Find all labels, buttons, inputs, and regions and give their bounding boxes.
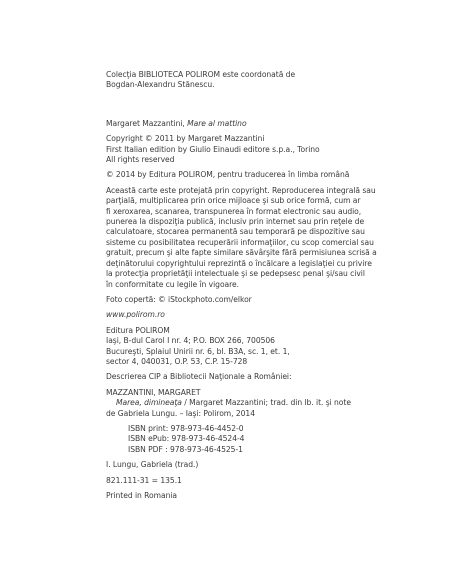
cip-record (106, 388, 352, 419)
cip-title-italic: Marea, dimineaţa (116, 398, 182, 408)
website: www.polirom.ro (106, 310, 165, 320)
series-note-line: Colecţia BIBLIOTECA POLIROM este coordonată de (106, 70, 296, 79)
series-note-line: Bogdan-Alexandru Stănescu. (106, 80, 215, 90)
publisher-address: Iaşi, B-dul Carol I nr. 4; P.O. BOX 266, 700506 (106, 336, 275, 346)
isbn-epub: ISBN ePub: 978-973-46-4524-4 (128, 434, 245, 444)
original-author: Margaret Mazzantini, (106, 118, 188, 128)
isbn-print: ISBN print: 978-973-46-4452-0 (128, 423, 244, 433)
legal-notice-line: fi xeroxarea, scanarea, transpunerea în format electronic sau audio, (106, 206, 362, 216)
legal-notice-line: calculatoare, stocarea permanentă sau temporară pe dispozitive sau (106, 227, 365, 237)
legal-notice-line: sisteme cu posibilitatea recuperării informaţiilor, cu scop comercial sau (106, 237, 374, 247)
cip-title (106, 398, 352, 408)
printed-in: Printed in Romania (106, 491, 178, 500)
legal-notice-line: deţinătorului copyrightului reprezintă o încălcare a legislaţiei cu privire (106, 258, 372, 268)
legal-notice-line: gratuit, precum şi alte fapte similare săvârşite fără permisiunea scrisă a (106, 248, 377, 258)
isbn-pdf: ISBN PDF : 978-973-46-4525-1 (128, 444, 243, 454)
legal-notice-line: parţială, multiplicarea prin orice mijloace şi sub orice formă, cum ar (106, 196, 361, 206)
cip-classification: 821.111-31 = 135.1 (106, 475, 182, 485)
publisher-name: Editura POLIROM (106, 325, 170, 335)
publisher-address: sector 4, 040031, O.P. 53, C.P. 15-728 (106, 356, 248, 366)
legal-notice (106, 185, 377, 290)
original-title (106, 119, 352, 129)
publisher-block (106, 326, 352, 368)
cip-author: MAZZANTINI, MARGARET (106, 387, 201, 397)
cip-title-line2: de Gabriela Lungu. – Iaşi: Polirom, 2014 (106, 408, 255, 418)
original-title-text: Mare al mattino (187, 118, 247, 128)
cip-title-rest: / Margaret Mazzantini; trad. din lb. it. şi note (181, 398, 351, 408)
cover-photo-credit: Foto copertă: © iStockphoto.com/elkor (106, 294, 252, 304)
translation-copyright: © 2014 by Editura POLIROM, pentru traducerea în limba română (106, 170, 350, 180)
legal-notice-line: în conformitate cu legile în vigoare. (106, 279, 240, 289)
legal-notice-line: punerea la dispoziţia publică, inclusiv prin internet sau prin reţele de (106, 217, 365, 227)
isbn-block (106, 424, 352, 455)
copyright-line: Copyright © 2011 by Margaret Mazzantini (106, 134, 265, 144)
copyright-block (106, 134, 352, 165)
legal-notice-line: la protecţia proprietăţii intelectuale şi se pedepsesc penal şi/sau civil (106, 269, 365, 279)
cip-contributor: I. Lungu, Gabriela (trad.) (106, 460, 199, 470)
copyright-line: All rights reserved (106, 155, 175, 165)
copyright-line: First Italian edition by Giulio Einaudi editore s.p.a., Torino (106, 144, 320, 154)
cip-heading: Descrierea CIP a Bibliotecii Naţionale a României: (106, 372, 292, 382)
legal-notice-line: Această carte este protejată prin copyright. Reproducerea integrală sau (106, 185, 376, 195)
copyright-page (106, 70, 377, 501)
series-note (106, 70, 352, 91)
publisher-address: Bucureşti, Splaiul Unirii nr. 6, bl. B3A, sc. 1, et. 1, (106, 346, 290, 356)
